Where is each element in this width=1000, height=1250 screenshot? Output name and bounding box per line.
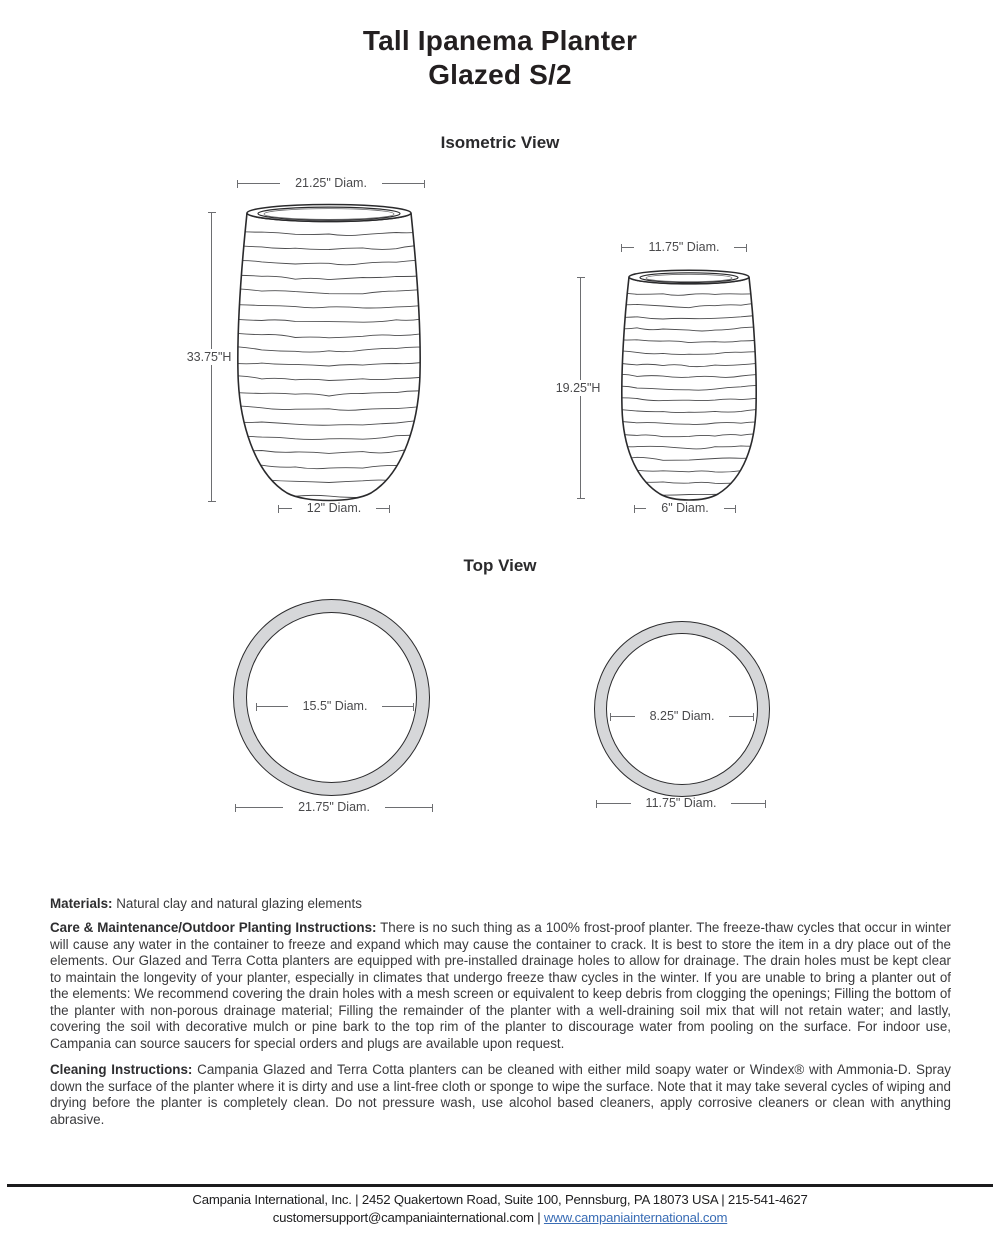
cleaning-instructions-label: Cleaning Instructions:	[50, 1062, 193, 1077]
dim-tick	[208, 501, 216, 502]
dim-line	[635, 508, 646, 509]
dim-tick	[577, 498, 585, 499]
dimension-large-bottom-diameter	[278, 501, 390, 516]
dimension-top-small-inner-diameter	[610, 709, 754, 724]
top-view-heading: Top View	[463, 556, 537, 575]
dimension-top-large-outer-diameter	[235, 800, 433, 815]
dim-line	[734, 247, 746, 248]
materials-paragraph	[50, 896, 951, 913]
dim-label: 21.75" Diam.	[298, 799, 370, 814]
dim-tick	[432, 804, 433, 812]
top-view-large-circle	[233, 599, 430, 796]
dim-line	[385, 807, 432, 808]
dim-tick	[208, 212, 216, 213]
dimension-small-height	[555, 277, 601, 499]
planter-large-drawing	[233, 201, 425, 505]
dimension-top-small-outer-diameter	[596, 796, 766, 811]
care-instructions-text: There is no such thing as a 100% frost-proof planter. The freeze-thaw cycles that occur in winter will cause any water in the container to freeze and expand which may cause the container to crack. It is best to store the item in a dry place out of the elements. Our Glazed and Terra Cotta planters are equipped with pre-installed drainage holes to allow for drainage. The drain holes must be kept clear to maintain the longevity of your planter, especially in climates that undergo freeze thaw cycles in the winter. If you are unable to bring a planter out of the elements: We recommend covering the drain holes with a mesh screen or equivalent to keep debris from clogging the openings; Filling the bottom of the planter with non-porous drainage material; Filling the remainder of the planter with a well-draining soil mix that will not retain water; and lastly, covering the soil with decorative mulch or pine bark to the top rim of the planter to discourage water from pooling on the surface. For indoor use, Campania can source saucers for special orders and plugs are available upon request.	[50, 920, 951, 1051]
cleaning-instructions-paragraph	[50, 1062, 951, 1128]
dim-line	[611, 716, 635, 717]
dim-label: 15.5" Diam.	[302, 698, 368, 713]
care-instructions-label: Care & Maintenance/Outdoor Planting Instructions:	[50, 920, 377, 935]
dim-line	[376, 508, 389, 509]
page-title-line1: Tall Ipanema Planter	[362, 25, 638, 56]
cleaning-instructions-text: Campania Glazed and Terra Cotta planters can be cleaned with either mild soapy water or Windex® with Ammonia-D. Spray down the surface of the planter where it is dirty and use a lint-free cloth or sponge to wipe the surface. Note that it may take several cycles of wiping and drying before the planter is completely clean. Do not pressure wash, use alcohol based cleaners, apply corrosive cleaners or clean with anything abrasive.	[50, 1062, 951, 1127]
isometric-view-heading: Isometric View	[440, 133, 560, 152]
dim-label: 12" Diam.	[306, 500, 362, 515]
dim-line	[729, 716, 753, 717]
footer-links-line	[0, 1210, 1000, 1225]
dim-tick	[735, 505, 736, 513]
dim-line	[597, 803, 631, 804]
dim-tick	[424, 180, 425, 188]
dim-label: 11.75" Diam.	[648, 239, 720, 254]
dim-tick	[389, 505, 390, 513]
dim-line	[622, 247, 634, 248]
dimension-small-top-diameter	[621, 240, 747, 255]
dim-line	[724, 508, 735, 509]
page-title-line2: Glazed S/2	[428, 59, 572, 90]
dim-line	[382, 183, 424, 184]
dim-tick	[413, 703, 414, 711]
materials-text: Natural clay and natural glazing elements	[116, 896, 362, 911]
footer-contact-line: Campania International, Inc. | 2452 Quakertown Road, Suite 100, Pennsburg, PA 18073 USA | 215-541-4627	[192, 1192, 808, 1207]
dim-line	[731, 803, 765, 804]
dim-label: 6" Diam.	[661, 500, 709, 515]
dim-label: 33.75"H	[186, 350, 232, 364]
footer-divider	[7, 1184, 993, 1187]
dim-line	[382, 706, 413, 707]
dim-line	[279, 508, 292, 509]
dim-line	[257, 706, 288, 707]
top-view-large-circle-opening	[246, 612, 417, 783]
dimension-large-top-diameter	[237, 176, 425, 191]
dim-tick	[753, 713, 754, 721]
materials-label: Materials:	[50, 896, 113, 911]
dim-line	[236, 807, 283, 808]
dim-label: 21.25" Diam.	[295, 175, 367, 190]
dim-tick	[577, 277, 585, 278]
footer-separator: |	[537, 1210, 541, 1225]
dimension-top-large-inner-diameter	[256, 699, 414, 714]
dimension-small-bottom-diameter	[634, 501, 736, 516]
footer-email: customersupport@campaniainternational.com	[272, 1210, 534, 1225]
dim-tick	[765, 800, 766, 808]
dim-label: 8.25" Diam.	[649, 708, 715, 723]
care-instructions-paragraph	[50, 920, 951, 1052]
dim-line	[238, 183, 280, 184]
page-title	[0, 24, 1000, 92]
dim-tick	[746, 244, 747, 252]
dim-label: 11.75" Diam.	[645, 795, 717, 810]
dimension-large-height	[186, 212, 232, 502]
dim-label: 19.25"H	[555, 381, 601, 395]
footer-website-link[interactable]: www.campaniainternational.com	[543, 1210, 728, 1225]
planter-small-drawing	[616, 266, 762, 504]
